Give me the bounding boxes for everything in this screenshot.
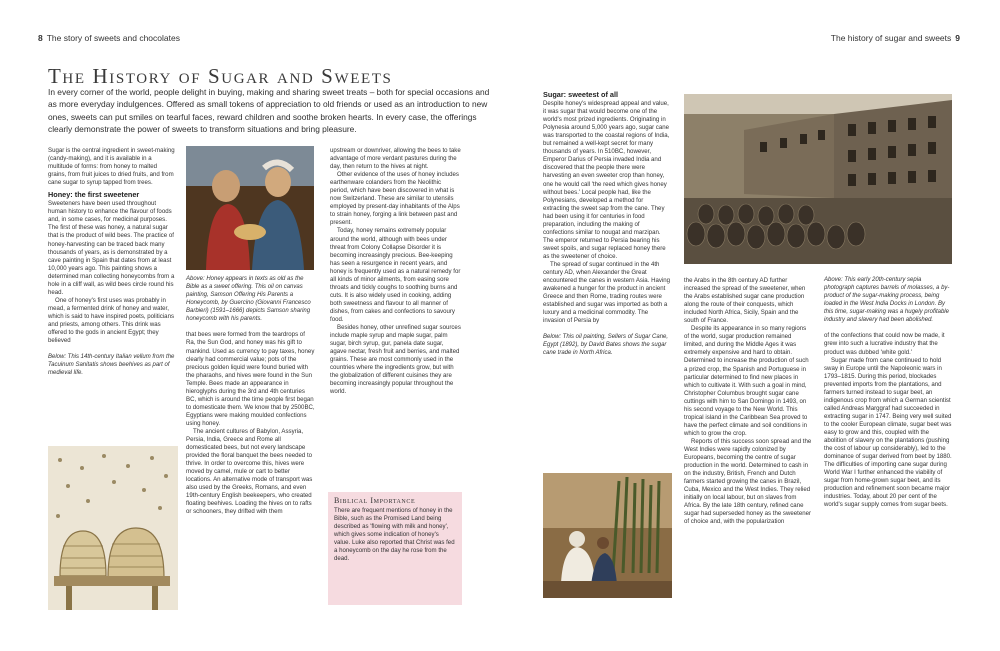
beehive-caption: Below: This 14th-century Italian vellum from the Tacuinum Sanitatis shows beehives as part of medieval life. xyxy=(48,354,175,376)
column-2 xyxy=(186,276,315,517)
samson-painting-image xyxy=(186,146,314,270)
col3-paragraph-2: Other evidence of the uses of honey includes earthenware colanders from the Neolithic period, which have been discovered in what is now Switzerland. These are similar to utensils employed by present-day inhabitants of the Alps to strain honey, forging a link between past and present. xyxy=(330,171,460,227)
right-page-number: 9 xyxy=(955,33,960,43)
sugar-cane-painting-image xyxy=(543,473,672,598)
col5-paragraph-2: Despite its appearance in so many regions of the world, sugar production remained limited, and during the Middle Ages it was extremely expensive and hard to obtain. Determined to increase the production of such a prized crop, the Spanish and Portuguese in particular determined to find new places in which to cultivate it. With such a goal in mind, Christopher Columbus brought sugar cane cuttings with him to San Domingo in 1493, on his second voyage to the New World. This tropical island in the Caribbean Sea proved to have the perfect climate and soil conditions in which to grow the crop. xyxy=(684,325,809,437)
col5-paragraph-1: the Arabs in the 8th century AD further increased the spread of the sweetener, when the Arabs established sugar cane production along the route of their conquests, which included North Africa, Sicily, Spain and the south of France. xyxy=(684,277,806,325)
column-3 xyxy=(330,147,461,396)
column-6 xyxy=(824,277,952,509)
box-text: There are frequent mentions of honey in the Bible, such as the Promised Land being described as 'flowing with milk and honey', which gives some indication of honey's value. Luke also reported that Christ was fed a honeycomb on the day he rose from the dead. xyxy=(334,507,455,563)
col6-paragraph-1: of the confections that could now be made, it grew into such a lucrative industry that the product was dubbed 'white gold.' xyxy=(824,332,945,356)
column-5 xyxy=(684,277,812,526)
beehive-vellum-image xyxy=(48,446,178,610)
col3-paragraph-1: upstream or downriver, allowing the bees to take advantage of more verdant pastures during the day, then return to the hives at night. xyxy=(330,147,461,171)
left-running-title: The story of sweets and chocolates xyxy=(46,33,180,43)
column-4 xyxy=(543,91,671,358)
samson-caption: Above: Honey appears in texts as old as the Bible as a sweet offering. This oil on canvas painting, Samson Offering His Parents a Honeycomb, by Guercino (Giovanni Francesco Barbieri) (1591–1666) depicts Samson sharing honeycomb with his parents. xyxy=(186,276,311,322)
molasses-caption: Above: This early 20th-century sepia photograph captures barrels of molasses, a by-product of the sugar-making process, being loaded in the West India Docks in London. By this time, sugar-making was a hugely profitable industry and slavery had been abolished. xyxy=(824,277,950,323)
molasses-docks-photo xyxy=(684,94,952,264)
intro-paragraph: In every corner of the world, people delight in buying, making and sharing sweet treats – both for special occasions and as more everyday indulgences. Offered as small tokens of appreciation to old friends or used as an introduction to new ones, sweets can put smiles on tearful faces, reward children and soothe broken hearts. In every case, the offerings clearly demonstrate the power of sweets to transform situations and bring pleasure. xyxy=(48,87,490,134)
col3-paragraph-4: Besides honey, other unrefined sugar sources include maple syrup and maple sugar, palm sugar, birch syrup, gur, panela date sugar, agave nectar, fresh fruit and berries, and malted grains. These are most commonly used in the countries where the ingredients grow, but with the globalization of different cuisines they are becoming increasingly popular throughout the world. xyxy=(330,324,461,396)
col4-paragraph-2: The spread of sugar continued in the 4th century AD, when Alexander the Great encountered the canes in western Asia. Having awakened a hunger for the product in ancient Greece and then Rome, trading routes were established and sugar was imported as both a luxury and a medicinal commodity. The invasion of Persia by xyxy=(543,260,671,325)
right-running-head xyxy=(831,33,964,43)
column-1 xyxy=(48,147,176,378)
col1-paragraph-2: Sweeteners have been used throughout human history to enhance the flavour of foods and, in some cases, for medicinal purposes. The first of these was honey, a natural sugar that is the product of wild bees. The practice of honey-harvesting can be traced back many thousands of years, as is demonstrated by a cave painting in Spain that dates from at least 10,000 years ago. This painting shows a determined man collecting honeycombs from a hole in a cliff wall, as wild bees circle round his head. xyxy=(48,200,175,296)
col4-paragraph-1: Despite honey's widespread appeal and value, it was sugar that would become one of the world's most prized ingredients. Originating in Polynesia around 5,000 years ago, sugar cane was transported to the coastal regions of India, but remained a well-kept secret for many thousands of years. In 510BC, however, Emperor Darius of Persia invaded India and discovered that the people there were harvesting an even sweeter crop than honey, one he would call 'the reed which gives honey without bees.' Local people had, like the Polynesians, developed a method for extracting the sweet sap from the cane. They had been using it for centuries in food preparation, including the making of confections similar to nougat and marzipan. The emperor returned to Persia bearing his sweet spoils, and sugar replaced honey there as the sweetener of choice. xyxy=(543,100,670,260)
col1-paragraph-1: Sugar is the central ingredient in sweet-making (candy-making), and it is available in a multitude of forms: from honey to malted grains, from fruit juices to dried fruits, and from cane sugar to syrup tapped from trees. xyxy=(48,147,175,187)
box-title: Biblical Importance xyxy=(334,496,416,505)
honey-heading: Honey: the first sweetener xyxy=(48,190,140,200)
page-title: The History of Sugar and Sweets xyxy=(48,64,393,88)
right-running-title: The history of sugar and sweets xyxy=(830,33,952,43)
col2-paragraph-1: that bees were formed from the teardrops of Ra, the Sun God, and honey was his gift to mankind. Used as currency to pay taxes, honey clearly had commercial value; pots of the precious golden liquid were found buried with the pharaohs, and hives were found in the Sun Temple. Bees made an appearance in hieroglyphs during the 3rd and 4th centuries BC, which is around the time people first began to domesticate them. We know that by 2500BC, Egyptians were making moulded confections using honey. xyxy=(186,331,315,427)
sugar-heading: Sugar: sweetest of all xyxy=(543,90,619,99)
col6-paragraph-2: Sugar made from cane continued to hold sway in Europe until the Napoleonic wars in 1793–1815. During this period, blockades prevented imports from the plantations, and farmers turned instead to sugar beet, an indigenous crop from which a German scientist called Andreas Marggraf had succeeded in extracting sugar in 1747. Being very well suited to the cooler European climate, sugar beet was easy to grow and this, coupled with the abolition of slavery on the plantations (pushing the cost of labour up considerably), led to the dominance of sugar derived from beet by 1880. The difficulties of importing cane sugar during World War I further enhanced the viability of sugar from home-grown sugar beet, and its production and refinement soon became major industries. Today, about 20 per cent of the world's sugar supply comes from sugar beets. xyxy=(824,356,952,509)
left-running-head xyxy=(34,33,180,43)
col1-paragraph-3: One of honey's first uses was probably in mead, a fermented drink of honey and water, which is said to have inspired poets, politicians and priests, among others. This drink was offered to the gods in ancient Egypt; they believed xyxy=(48,296,175,345)
col2-paragraph-2: The ancient cultures of Babylon, Assyria, Persia, India, Greece and Rome all domesticated bees, but not every landscape provided the floral banquet the bees needed to thrive. In order to overcome this, hives were moved by camel, mule or cart to better locations. An alternative mode of transport was also used by the Greeks, Romans, and even 19th-century English beekeepers, who created floating beehives. Loading the hives on to rafts or schooners, they drifted with them xyxy=(186,428,313,516)
col5-paragraph-3: Reports of this success soon spread and the West Indies were rapidly colonized by Europeans, becoming the centre of sugar production in the world. Determined to cash in on the industry, British, French and Dutch farmers started growing the canes in Brazil, Cuba, Mexico and the West Indies. They relied initially on local labour, but on slaves from Africa. By the late 18th century, refined cane sugar had superseded honey as the sweetener of choice and, with the popularization xyxy=(684,437,812,526)
biblical-importance-box xyxy=(328,492,462,605)
col3-paragraph-3: Today, honey remains extremely popular around the world, although with bees under threat from Colony Collapse Disorder it is becoming increasingly precious. Bee-keeping has seen a resurgence in recent years, and honey is frequently used as a natural remedy for all kinds of minor ailments, from easing sore throats and tickly coughs to soothing burns and cuts. It is also widely used in cooking, adding both sweetness and flavour to all manner of dishes, from cakes and confections to savoury food. xyxy=(330,227,461,323)
left-page-number: 8 xyxy=(38,33,43,43)
sugar-cane-caption: Below: This oil painting, Sellers of Sugar Cane, Egypt (1892), by David Bates shows the sugar cane trade in North Africa. xyxy=(543,334,669,357)
